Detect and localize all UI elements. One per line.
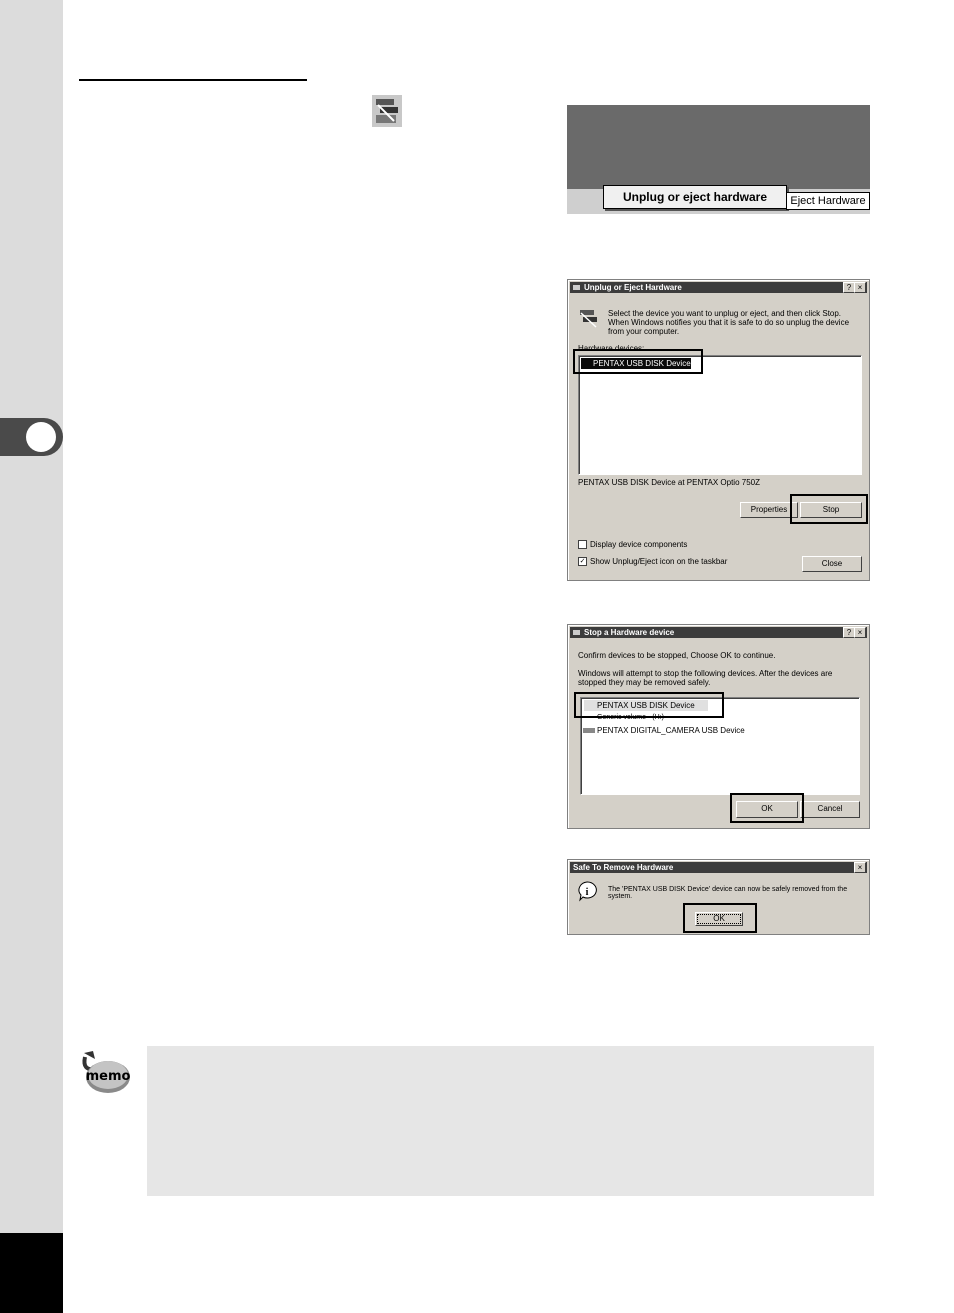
stop-device-highlight-frame (574, 692, 724, 718)
chapter-marker-dot (26, 422, 56, 452)
memo-icon (81, 1051, 131, 1096)
device-name: PENTAX USB DISK Device (593, 359, 691, 368)
properties-button[interactable]: Properties (740, 502, 798, 518)
stop-volume-item: Generic volume - (H:) (597, 714, 664, 721)
ok-highlight-frame (730, 793, 804, 823)
unplug-eject-dialog (567, 279, 870, 581)
memo-box (147, 1046, 874, 1196)
hardware-icon (578, 307, 600, 329)
stop-dialog-title: Stop a Hardware device (584, 628, 675, 637)
unplug-dialog-titlebar (570, 282, 867, 293)
taskbar-screenshot (567, 105, 870, 214)
hardware-devices-label: Hardware devices: (578, 344, 645, 353)
memo-icon-text: memo (85, 1069, 131, 1084)
safe-dialog-titlebar (570, 862, 867, 873)
stop-confirm-text: Confirm devices to be stopped, Choose OK to continue. (578, 651, 776, 660)
unplug-dialog-title: Unplug or Eject Hardware (584, 283, 682, 292)
show-icon-checkbox[interactable]: ✓ (579, 558, 586, 565)
section-title-rule (79, 79, 307, 81)
help-button[interactable]: ? (843, 282, 855, 293)
svg-text:i: i (585, 887, 589, 898)
safe-ok-button[interactable]: OK (695, 912, 743, 926)
close-button[interactable]: × (854, 282, 866, 293)
stop-button[interactable]: Stop (800, 502, 862, 518)
stop-device-name: PENTAX USB DISK Device (597, 701, 695, 710)
safe-message: The 'PENTAX USB DISK Device' device can now be safely removed from the system. (608, 886, 848, 900)
stop-note-text: Windows will attempt to stop the following devices. After the devices are stopped they may be removed safely. (578, 669, 833, 687)
info-icon (576, 880, 598, 902)
eject-icon (572, 283, 581, 292)
eject-hardware-label[interactable]: Eject Hardware (786, 192, 870, 210)
cancel-button[interactable]: Cancel (800, 801, 860, 818)
help-button[interactable]: ? (843, 627, 855, 638)
side-margin-band (0, 0, 63, 1313)
stop-hardware-dialog (567, 624, 870, 829)
unplug-tooltip: Unplug or eject hardware (603, 185, 787, 209)
display-components-checkbox[interactable] (578, 540, 587, 549)
close-action-button[interactable]: Close (802, 556, 862, 572)
drive-icon (583, 726, 595, 735)
page-footer-band (0, 1233, 63, 1313)
stop-camera-item: PENTAX DIGITAL_CAMERA USB Device (597, 726, 745, 735)
close-button[interactable]: × (854, 862, 866, 873)
eject-icon (572, 628, 581, 637)
stop-dialog-titlebar (570, 627, 867, 638)
safe-dialog-title: Safe To Remove Hardware (573, 863, 674, 872)
eject-hardware-icon (372, 95, 402, 127)
unplug-instruction: Select the device you want to unplug or eject, and then click Stop. When Windows notifies you that it is safe to do so unplug the device from your computer. (608, 309, 850, 336)
device-info: PENTAX USB DISK Device at PENTAX Optio 750Z (578, 478, 760, 487)
safe-remove-dialog (567, 859, 870, 935)
stop-highlight-frame (790, 494, 868, 524)
show-icon-label: Show Unplug/Eject icon on the taskbar (590, 557, 728, 566)
ok-button[interactable]: OK (736, 801, 798, 818)
display-components-label: Display device components (590, 540, 688, 549)
safe-ok-highlight-frame (683, 903, 757, 933)
device-highlight-frame (573, 349, 703, 374)
close-button[interactable]: × (854, 627, 866, 638)
